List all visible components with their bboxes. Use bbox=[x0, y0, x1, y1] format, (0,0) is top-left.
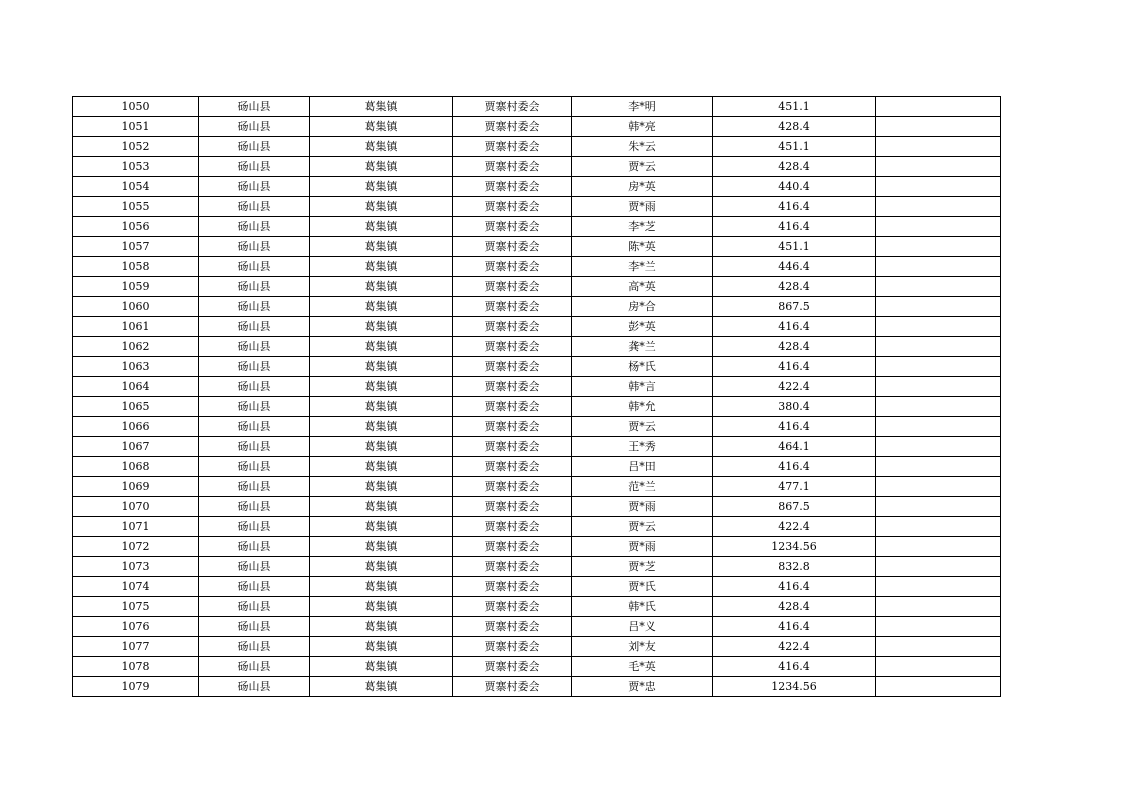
cell-amount: 832.8 bbox=[713, 557, 876, 577]
cell-name: 彭*英 bbox=[572, 317, 713, 337]
table-row bbox=[73, 217, 1001, 237]
table-row bbox=[73, 637, 1001, 657]
cell-county: 砀山县 bbox=[199, 657, 310, 677]
cell-number: 1053 bbox=[73, 157, 199, 177]
cell-amount: 451.1 bbox=[713, 97, 876, 117]
cell-number: 1063 bbox=[73, 357, 199, 377]
cell-town: 葛集镇 bbox=[310, 117, 453, 137]
cell-village: 贾寨村委会 bbox=[453, 97, 572, 117]
cell-town: 葛集镇 bbox=[310, 477, 453, 497]
cell-town: 葛集镇 bbox=[310, 377, 453, 397]
cell-town: 葛集镇 bbox=[310, 397, 453, 417]
cell-county: 砀山县 bbox=[199, 557, 310, 577]
table-row bbox=[73, 337, 1001, 357]
cell-number: 1073 bbox=[73, 557, 199, 577]
cell-town: 葛集镇 bbox=[310, 677, 453, 697]
cell-town: 葛集镇 bbox=[310, 97, 453, 117]
cell-town: 葛集镇 bbox=[310, 637, 453, 657]
cell-name: 范*兰 bbox=[572, 477, 713, 497]
cell-number: 1075 bbox=[73, 597, 199, 617]
cell-village: 贾寨村委会 bbox=[453, 637, 572, 657]
cell-town: 葛集镇 bbox=[310, 177, 453, 197]
cell-amount: 867.5 bbox=[713, 297, 876, 317]
table-row bbox=[73, 317, 1001, 337]
cell-village: 贾寨村委会 bbox=[453, 277, 572, 297]
cell-town: 葛集镇 bbox=[310, 137, 453, 157]
cell-amount: 464.1 bbox=[713, 437, 876, 457]
cell-note bbox=[876, 357, 1001, 377]
cell-amount: 446.4 bbox=[713, 257, 876, 277]
cell-name: 贾*忠 bbox=[572, 677, 713, 697]
table-row bbox=[73, 177, 1001, 197]
table-row bbox=[73, 277, 1001, 297]
cell-town: 葛集镇 bbox=[310, 197, 453, 217]
cell-amount: 477.1 bbox=[713, 477, 876, 497]
cell-name: 刘*友 bbox=[572, 637, 713, 657]
cell-amount: 428.4 bbox=[713, 597, 876, 617]
cell-number: 1070 bbox=[73, 497, 199, 517]
cell-note bbox=[876, 177, 1001, 197]
cell-name: 龚*兰 bbox=[572, 337, 713, 357]
table-row bbox=[73, 137, 1001, 157]
table-row bbox=[73, 97, 1001, 117]
cell-town: 葛集镇 bbox=[310, 537, 453, 557]
cell-amount: 380.4 bbox=[713, 397, 876, 417]
cell-county: 砀山县 bbox=[199, 177, 310, 197]
cell-note bbox=[876, 617, 1001, 637]
cell-county: 砀山县 bbox=[199, 577, 310, 597]
cell-amount: 440.4 bbox=[713, 177, 876, 197]
cell-note bbox=[876, 477, 1001, 497]
cell-amount: 428.4 bbox=[713, 277, 876, 297]
cell-number: 1051 bbox=[73, 117, 199, 137]
table-row bbox=[73, 537, 1001, 557]
cell-number: 1077 bbox=[73, 637, 199, 657]
data-table bbox=[72, 96, 1001, 697]
cell-name: 吕*义 bbox=[572, 617, 713, 637]
cell-name: 朱*云 bbox=[572, 137, 713, 157]
cell-town: 葛集镇 bbox=[310, 257, 453, 277]
cell-town: 葛集镇 bbox=[310, 417, 453, 437]
cell-note bbox=[876, 197, 1001, 217]
cell-town: 葛集镇 bbox=[310, 457, 453, 477]
cell-county: 砀山县 bbox=[199, 417, 310, 437]
cell-town: 葛集镇 bbox=[310, 657, 453, 677]
table-row bbox=[73, 357, 1001, 377]
cell-note bbox=[876, 437, 1001, 457]
table-row bbox=[73, 237, 1001, 257]
cell-number: 1050 bbox=[73, 97, 199, 117]
cell-note bbox=[876, 677, 1001, 697]
cell-amount: 422.4 bbox=[713, 377, 876, 397]
cell-note bbox=[876, 277, 1001, 297]
cell-name: 韩*氏 bbox=[572, 597, 713, 617]
cell-name: 贾*云 bbox=[572, 517, 713, 537]
cell-note bbox=[876, 557, 1001, 577]
cell-name: 贾*云 bbox=[572, 157, 713, 177]
cell-town: 葛集镇 bbox=[310, 277, 453, 297]
cell-name: 李*兰 bbox=[572, 257, 713, 277]
cell-amount: 451.1 bbox=[713, 237, 876, 257]
cell-name: 高*英 bbox=[572, 277, 713, 297]
cell-county: 砀山县 bbox=[199, 597, 310, 617]
cell-village: 贾寨村委会 bbox=[453, 117, 572, 137]
cell-town: 葛集镇 bbox=[310, 297, 453, 317]
cell-note bbox=[876, 117, 1001, 137]
cell-amount: 416.4 bbox=[713, 317, 876, 337]
cell-village: 贾寨村委会 bbox=[453, 177, 572, 197]
cell-note bbox=[876, 237, 1001, 257]
cell-note bbox=[876, 317, 1001, 337]
table-row bbox=[73, 117, 1001, 137]
cell-name: 韩*亮 bbox=[572, 117, 713, 137]
table-row bbox=[73, 417, 1001, 437]
cell-number: 1072 bbox=[73, 537, 199, 557]
cell-county: 砀山县 bbox=[199, 117, 310, 137]
cell-amount: 416.4 bbox=[713, 217, 876, 237]
cell-number: 1064 bbox=[73, 377, 199, 397]
cell-town: 葛集镇 bbox=[310, 317, 453, 337]
cell-village: 贾寨村委会 bbox=[453, 357, 572, 377]
cell-amount: 867.5 bbox=[713, 497, 876, 517]
cell-number: 1074 bbox=[73, 577, 199, 597]
cell-note bbox=[876, 97, 1001, 117]
cell-number: 1066 bbox=[73, 417, 199, 437]
cell-name: 贾*芝 bbox=[572, 557, 713, 577]
cell-village: 贾寨村委会 bbox=[453, 537, 572, 557]
cell-village: 贾寨村委会 bbox=[453, 217, 572, 237]
cell-town: 葛集镇 bbox=[310, 157, 453, 177]
cell-number: 1069 bbox=[73, 477, 199, 497]
cell-number: 1054 bbox=[73, 177, 199, 197]
cell-village: 贾寨村委会 bbox=[453, 597, 572, 617]
cell-county: 砀山县 bbox=[199, 337, 310, 357]
cell-amount: 1234.56 bbox=[713, 677, 876, 697]
cell-village: 贾寨村委会 bbox=[453, 497, 572, 517]
cell-village: 贾寨村委会 bbox=[453, 617, 572, 637]
table-body bbox=[73, 97, 1001, 697]
cell-name: 李*明 bbox=[572, 97, 713, 117]
cell-name: 韩*言 bbox=[572, 377, 713, 397]
cell-name: 贾*氏 bbox=[572, 577, 713, 597]
cell-note bbox=[876, 497, 1001, 517]
cell-note bbox=[876, 397, 1001, 417]
cell-amount: 416.4 bbox=[713, 657, 876, 677]
cell-town: 葛集镇 bbox=[310, 617, 453, 637]
cell-note bbox=[876, 137, 1001, 157]
cell-name: 贾*雨 bbox=[572, 537, 713, 557]
cell-village: 贾寨村委会 bbox=[453, 157, 572, 177]
cell-village: 贾寨村委会 bbox=[453, 337, 572, 357]
cell-note bbox=[876, 417, 1001, 437]
cell-number: 1076 bbox=[73, 617, 199, 637]
cell-village: 贾寨村委会 bbox=[453, 137, 572, 157]
cell-name: 王*秀 bbox=[572, 437, 713, 457]
table-row bbox=[73, 517, 1001, 537]
cell-note bbox=[876, 597, 1001, 617]
cell-county: 砀山县 bbox=[199, 137, 310, 157]
cell-amount: 422.4 bbox=[713, 637, 876, 657]
cell-county: 砀山县 bbox=[199, 317, 310, 337]
cell-name: 李*芝 bbox=[572, 217, 713, 237]
cell-county: 砀山县 bbox=[199, 217, 310, 237]
cell-number: 1067 bbox=[73, 437, 199, 457]
cell-county: 砀山县 bbox=[199, 257, 310, 277]
cell-amount: 416.4 bbox=[713, 197, 876, 217]
table-row bbox=[73, 197, 1001, 217]
cell-village: 贾寨村委会 bbox=[453, 237, 572, 257]
cell-county: 砀山县 bbox=[199, 97, 310, 117]
cell-name: 房*合 bbox=[572, 297, 713, 317]
cell-town: 葛集镇 bbox=[310, 337, 453, 357]
cell-town: 葛集镇 bbox=[310, 597, 453, 617]
cell-county: 砀山县 bbox=[199, 357, 310, 377]
cell-number: 1060 bbox=[73, 297, 199, 317]
cell-village: 贾寨村委会 bbox=[453, 377, 572, 397]
cell-county: 砀山县 bbox=[199, 637, 310, 657]
cell-amount: 451.1 bbox=[713, 137, 876, 157]
cell-village: 贾寨村委会 bbox=[453, 437, 572, 457]
cell-number: 1057 bbox=[73, 237, 199, 257]
cell-village: 贾寨村委会 bbox=[453, 677, 572, 697]
cell-number: 1068 bbox=[73, 457, 199, 477]
cell-county: 砀山县 bbox=[199, 277, 310, 297]
cell-note bbox=[876, 637, 1001, 657]
table-row bbox=[73, 257, 1001, 277]
cell-county: 砀山县 bbox=[199, 377, 310, 397]
table-row bbox=[73, 457, 1001, 477]
cell-name: 韩*允 bbox=[572, 397, 713, 417]
cell-county: 砀山县 bbox=[199, 517, 310, 537]
table-row bbox=[73, 617, 1001, 637]
cell-village: 贾寨村委会 bbox=[453, 417, 572, 437]
table-row bbox=[73, 297, 1001, 317]
cell-note bbox=[876, 517, 1001, 537]
cell-amount: 1234.56 bbox=[713, 537, 876, 557]
cell-county: 砀山县 bbox=[199, 197, 310, 217]
cell-number: 1079 bbox=[73, 677, 199, 697]
cell-town: 葛集镇 bbox=[310, 237, 453, 257]
cell-village: 贾寨村委会 bbox=[453, 257, 572, 277]
cell-note bbox=[876, 457, 1001, 477]
cell-village: 贾寨村委会 bbox=[453, 197, 572, 217]
cell-amount: 428.4 bbox=[713, 117, 876, 137]
table-row bbox=[73, 597, 1001, 617]
cell-county: 砀山县 bbox=[199, 157, 310, 177]
table-row bbox=[73, 437, 1001, 457]
cell-number: 1062 bbox=[73, 337, 199, 357]
cell-county: 砀山县 bbox=[199, 497, 310, 517]
cell-town: 葛集镇 bbox=[310, 517, 453, 537]
cell-amount: 416.4 bbox=[713, 617, 876, 637]
cell-name: 贾*云 bbox=[572, 417, 713, 437]
table-row bbox=[73, 577, 1001, 597]
cell-county: 砀山县 bbox=[199, 617, 310, 637]
cell-town: 葛集镇 bbox=[310, 357, 453, 377]
cell-village: 贾寨村委会 bbox=[453, 557, 572, 577]
cell-amount: 416.4 bbox=[713, 457, 876, 477]
cell-county: 砀山县 bbox=[199, 457, 310, 477]
cell-note bbox=[876, 577, 1001, 597]
cell-county: 砀山县 bbox=[199, 477, 310, 497]
cell-town: 葛集镇 bbox=[310, 217, 453, 237]
table-row bbox=[73, 557, 1001, 577]
cell-name: 杨*氏 bbox=[572, 357, 713, 377]
cell-name: 贾*雨 bbox=[572, 497, 713, 517]
cell-number: 1058 bbox=[73, 257, 199, 277]
cell-town: 葛集镇 bbox=[310, 437, 453, 457]
cell-village: 贾寨村委会 bbox=[453, 477, 572, 497]
table-row bbox=[73, 377, 1001, 397]
cell-county: 砀山县 bbox=[199, 397, 310, 417]
table-row bbox=[73, 677, 1001, 697]
cell-number: 1059 bbox=[73, 277, 199, 297]
table-row bbox=[73, 657, 1001, 677]
cell-amount: 422.4 bbox=[713, 517, 876, 537]
cell-number: 1071 bbox=[73, 517, 199, 537]
cell-note bbox=[876, 297, 1001, 317]
cell-village: 贾寨村委会 bbox=[453, 577, 572, 597]
cell-amount: 416.4 bbox=[713, 577, 876, 597]
cell-town: 葛集镇 bbox=[310, 497, 453, 517]
cell-amount: 416.4 bbox=[713, 417, 876, 437]
cell-county: 砀山县 bbox=[199, 537, 310, 557]
cell-amount: 428.4 bbox=[713, 337, 876, 357]
cell-village: 贾寨村委会 bbox=[453, 297, 572, 317]
cell-amount: 428.4 bbox=[713, 157, 876, 177]
cell-village: 贾寨村委会 bbox=[453, 517, 572, 537]
cell-note bbox=[876, 217, 1001, 237]
cell-number: 1055 bbox=[73, 197, 199, 217]
cell-county: 砀山县 bbox=[199, 297, 310, 317]
cell-name: 陈*英 bbox=[572, 237, 713, 257]
cell-county: 砀山县 bbox=[199, 237, 310, 257]
cell-county: 砀山县 bbox=[199, 677, 310, 697]
cell-village: 贾寨村委会 bbox=[453, 317, 572, 337]
cell-village: 贾寨村委会 bbox=[453, 657, 572, 677]
cell-note bbox=[876, 257, 1001, 277]
table-row bbox=[73, 397, 1001, 417]
cell-number: 1056 bbox=[73, 217, 199, 237]
cell-note bbox=[876, 377, 1001, 397]
cell-village: 贾寨村委会 bbox=[453, 397, 572, 417]
cell-note bbox=[876, 337, 1001, 357]
cell-town: 葛集镇 bbox=[310, 577, 453, 597]
cell-name: 吕*田 bbox=[572, 457, 713, 477]
cell-village: 贾寨村委会 bbox=[453, 457, 572, 477]
cell-town: 葛集镇 bbox=[310, 557, 453, 577]
cell-number: 1065 bbox=[73, 397, 199, 417]
cell-name: 房*英 bbox=[572, 177, 713, 197]
cell-amount: 416.4 bbox=[713, 357, 876, 377]
cell-name: 贾*雨 bbox=[572, 197, 713, 217]
cell-county: 砀山县 bbox=[199, 437, 310, 457]
table-row bbox=[73, 477, 1001, 497]
table-row bbox=[73, 497, 1001, 517]
cell-note bbox=[876, 537, 1001, 557]
cell-name: 毛*英 bbox=[572, 657, 713, 677]
cell-number: 1061 bbox=[73, 317, 199, 337]
table-row bbox=[73, 157, 1001, 177]
cell-number: 1052 bbox=[73, 137, 199, 157]
cell-note bbox=[876, 657, 1001, 677]
cell-number: 1078 bbox=[73, 657, 199, 677]
cell-note bbox=[876, 157, 1001, 177]
